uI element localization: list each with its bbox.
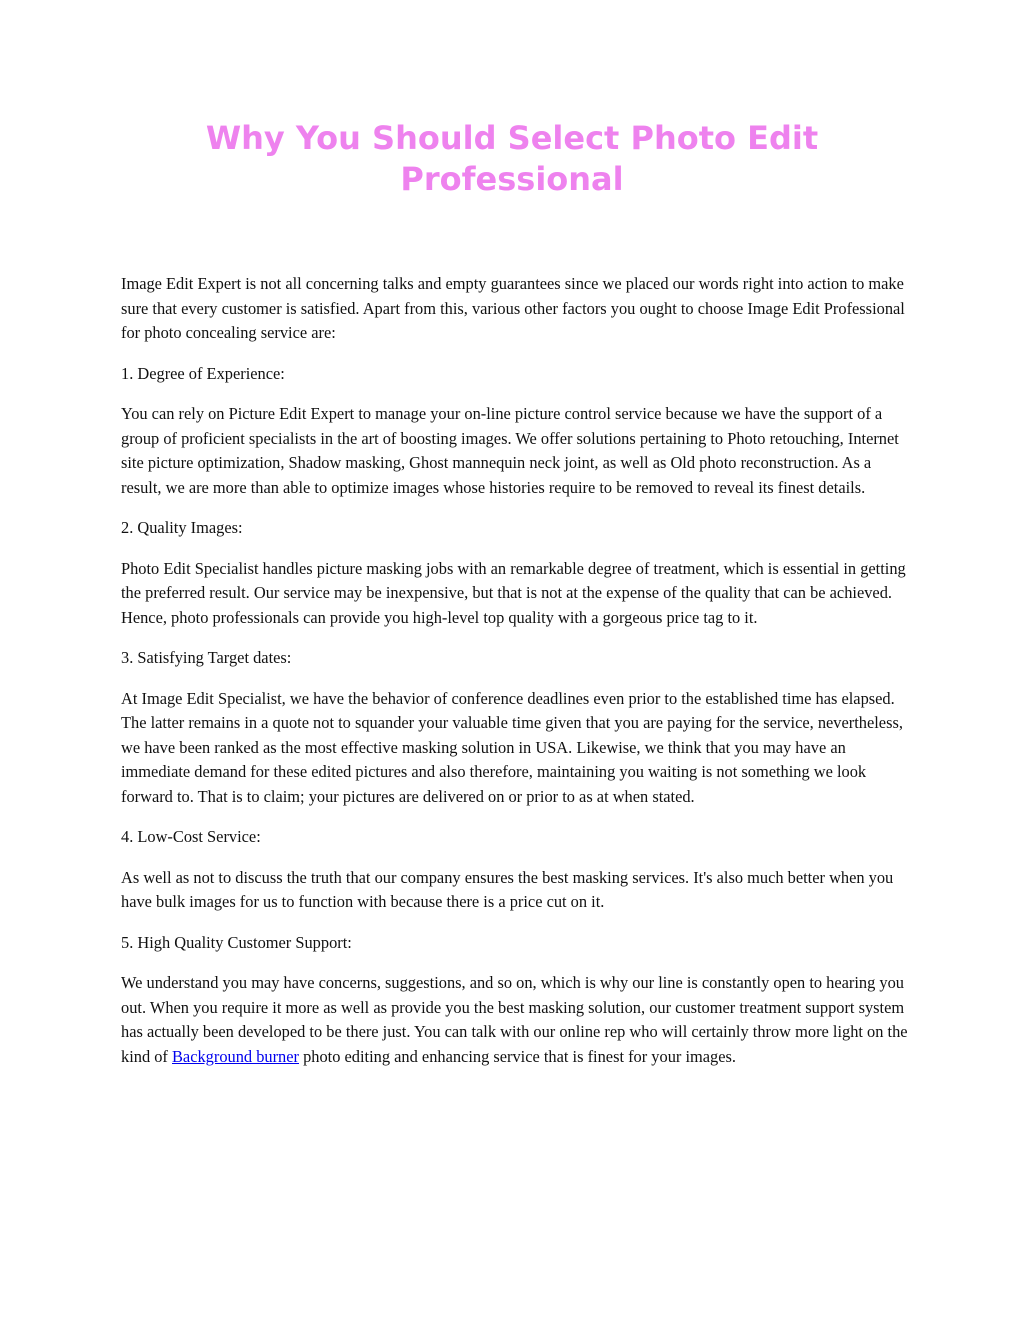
support-text-before-link: We understand you may have concerns, suggestions, and so on, which is why our line is constantly open to hearing you out. When you require it more as well as provide you the best masking solution, our customer treatment support system has actually been developed to be there just. You can talk with our online rep who will certainly throw more light on the kind of xyxy=(121,973,908,1066)
section-body-quality: Photo Edit Specialist handles picture masking jobs with an remarkable degree of treatment, which is essential in getting the preferred result. Our service may be inexpensive, but that is not at the expense of the quality that can be achieved. Hence, photo professionals can provide you high-level top quality with a gorgeous price tag to it. xyxy=(121,558,906,627)
page-title xyxy=(120,118,904,200)
support-text-after-link: photo editing and enhancing service that is finest for your images. xyxy=(299,1046,736,1066)
title-line-1: Why You Should Select Photo Edit xyxy=(205,119,819,157)
section-heading-quality: 2. Quality Images: xyxy=(121,518,243,537)
intro-paragraph: Image Edit Expert is not all concerning talks and empty guarantees since we placed our words right into action to make sure that every customer is satisfied. Apart from this, various other factors you ought to choose Image Edit Professional for photo concealing service are: xyxy=(121,274,905,342)
section-heading-low-cost: 4. Low-Cost Service: xyxy=(121,827,261,846)
section-heading-deadlines: 3. Satisfying Target dates: xyxy=(121,648,292,667)
section-body-support xyxy=(121,971,911,1069)
title-line-2: Professional xyxy=(400,160,624,198)
section-heading-support: 5. High Quality Customer Support: xyxy=(121,932,352,952)
section-heading-experience: 1. Degree of Experience: xyxy=(121,363,285,383)
document-body xyxy=(121,272,911,1085)
section-body-deadlines: At Image Edit Specialist, we have the behavior of conference deadlines even prior to the established time has elapsed. The latter remains in a quote not to squander your valuable time given that you are paying for the service, nevertheless, we have been ranked as the most effective masking solution in USA. Likewise, we think that you may have an immediate demand for these edited pictures and also therefore, maintaining you waiting is not something we look forward to. That is to claim; your pictures are delivered on or prior to as at when stated. xyxy=(121,688,903,806)
section-body-experience: You can rely on Picture Edit Expert to manage your on-line picture control service because we have the support of a group of proficient specialists in the art of boosting images. We offer solutions pertaining to Photo retouching, Internet site picture optimization, Shadow masking, Ghost mannequin neck joint, as well as Old photo reconstruction. As a result, we are more than able to optimize images whose histories require to be removed to reveal its finest details. xyxy=(121,404,899,497)
background-burner-link[interactable]: Background burner xyxy=(172,1046,299,1066)
section-body-low-cost: As well as not to discuss the truth that our company ensures the best masking services. It's also much better when you have bulk images for us to function with because there is a price cut on it. xyxy=(121,867,894,911)
